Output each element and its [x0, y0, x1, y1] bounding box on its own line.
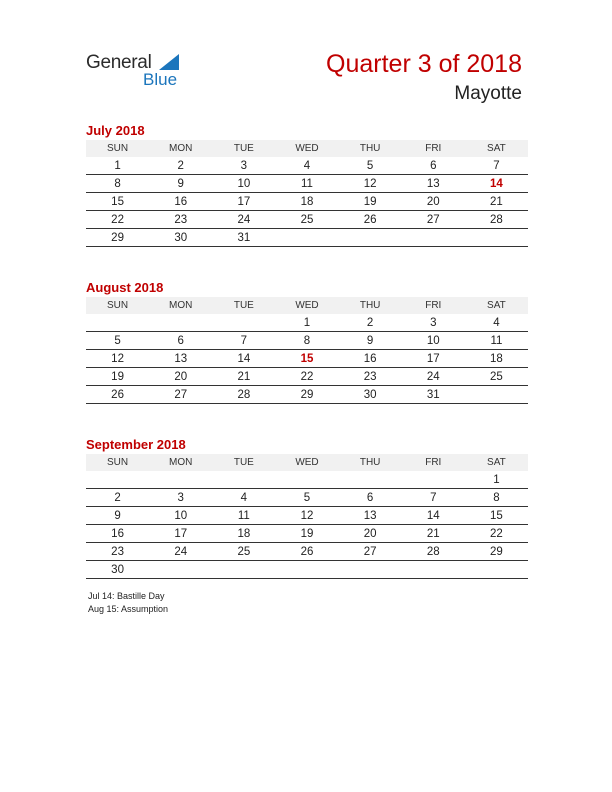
day-cell: 6 [430, 159, 437, 172]
week-row [86, 489, 528, 507]
month-title: August 2018 [86, 280, 164, 295]
weekday-label: TUE [233, 143, 254, 154]
day-cell: 4 [493, 316, 500, 329]
day-cell: 16 [111, 527, 124, 540]
weekday-label: SAT [487, 457, 506, 468]
week-row [86, 507, 528, 525]
week-row [86, 193, 528, 211]
day-cell: 7 [240, 334, 248, 347]
day-cell: 12 [363, 177, 377, 190]
weekday-label: SAT [487, 143, 506, 154]
weekday-label: SUN [107, 300, 129, 311]
week-row [86, 543, 528, 561]
day-cell: 2 [177, 159, 184, 172]
weekday-label: FRI [425, 143, 442, 154]
day-cell: 3 [177, 491, 184, 504]
month-august [86, 279, 528, 404]
day-cell: 1 [114, 159, 121, 172]
weekday-header [86, 140, 528, 157]
day-cell: 22 [490, 527, 503, 540]
weekday-label: SUN [107, 143, 129, 154]
day-cell: 22 [300, 370, 314, 383]
day-cell: 26 [111, 388, 124, 401]
day-cell: 5 [366, 159, 374, 172]
weekday-label: FRI [425, 300, 442, 311]
day-cell: 8 [493, 491, 500, 504]
weekday-label: MON [169, 300, 193, 311]
week-row [86, 386, 528, 404]
day-cell: 10 [174, 509, 188, 522]
day-cell: 25 [300, 213, 314, 226]
day-cell: 27 [174, 388, 188, 401]
day-cell: 5 [303, 491, 311, 504]
weekday-label: WED [295, 457, 319, 468]
week-row [86, 175, 528, 193]
day-cell: 15 [111, 195, 124, 208]
weekday-label: THU [359, 143, 381, 154]
day-cell: 9 [114, 509, 121, 522]
day-cell: 19 [363, 195, 377, 208]
day-cell: 7 [430, 491, 437, 504]
day-cell: 14 [490, 177, 503, 190]
day-cell: 23 [174, 213, 188, 226]
logo-triangle-icon [159, 54, 179, 70]
day-cell: 13 [363, 509, 377, 522]
weekday-label: THU [359, 300, 381, 311]
day-cell: 7 [493, 159, 500, 172]
weekday-header [86, 297, 528, 314]
day-cell: 29 [300, 388, 314, 401]
day-cell: 20 [426, 195, 440, 208]
day-cell: 30 [363, 388, 377, 401]
day-cell: 16 [174, 195, 188, 208]
day-cell: 29 [490, 545, 503, 558]
holiday-note: Aug 15: Assumption [88, 604, 169, 614]
day-cell: 30 [111, 563, 124, 576]
day-cell: 21 [237, 370, 251, 383]
weekday-label: WED [295, 300, 319, 311]
weekday-label: TUE [233, 300, 254, 311]
day-cell: 23 [363, 370, 377, 383]
day-cell: 29 [111, 231, 124, 244]
day-cell: 11 [490, 334, 503, 347]
day-cell: 25 [237, 545, 251, 558]
weekday-label: SUN [107, 457, 129, 468]
day-cell: 21 [426, 527, 440, 540]
day-cell: 31 [237, 231, 251, 244]
day-cell: 15 [490, 509, 503, 522]
day-cell: 9 [177, 177, 184, 190]
week-row [86, 314, 528, 332]
day-cell: 20 [174, 370, 188, 383]
day-cell: 2 [366, 316, 374, 329]
day-cell: 14 [426, 509, 440, 522]
day-cell: 30 [174, 231, 188, 244]
generalblue-logo [86, 52, 196, 92]
week-row [86, 525, 528, 543]
day-cell: 12 [300, 509, 314, 522]
day-cell: 13 [426, 177, 440, 190]
weekday-label: WED [295, 143, 319, 154]
weekday-header [86, 454, 528, 471]
day-cell: 2 [114, 491, 121, 504]
week-row [86, 368, 528, 386]
day-cell: 18 [300, 195, 314, 208]
day-cell: 28 [490, 213, 503, 226]
day-cell: 4 [303, 159, 311, 172]
month-september [86, 436, 528, 579]
day-cell: 1 [493, 473, 500, 486]
month-title: September 2018 [86, 437, 186, 452]
day-cell: 18 [490, 352, 503, 365]
week-row [86, 561, 528, 579]
day-cell: 19 [300, 527, 314, 540]
day-cell: 24 [426, 370, 440, 383]
day-cell: 22 [111, 213, 124, 226]
day-cell: 20 [363, 527, 377, 540]
quarter-title: Quarter 3 of 2018 [326, 50, 522, 78]
weekday-label: MON [169, 143, 193, 154]
weekday-label: FRI [425, 457, 442, 468]
day-cell: 11 [237, 509, 250, 522]
day-cell: 9 [366, 334, 374, 347]
day-cell: 3 [430, 316, 437, 329]
weekday-label: THU [359, 457, 381, 468]
week-row [86, 229, 528, 247]
day-cell: 6 [177, 334, 184, 347]
day-cell: 1 [303, 316, 311, 329]
holiday-note: Jul 14: Bastille Day [88, 591, 165, 601]
week-row [86, 471, 528, 489]
day-cell: 17 [237, 195, 251, 208]
day-cell: 27 [426, 213, 440, 226]
weekday-label: TUE [233, 457, 254, 468]
day-cell: 10 [237, 177, 251, 190]
day-cell: 23 [111, 545, 124, 558]
day-cell: 8 [303, 334, 311, 347]
day-cell: 17 [426, 352, 440, 365]
day-cell: 15 [300, 352, 314, 365]
weekday-label: MON [169, 457, 193, 468]
day-cell: 14 [237, 352, 251, 365]
day-cell: 17 [174, 527, 188, 540]
day-cell: 19 [111, 370, 124, 383]
week-row [86, 350, 528, 368]
day-cell: 26 [363, 213, 377, 226]
day-cell: 5 [114, 334, 121, 347]
day-cell: 3 [240, 159, 248, 172]
day-cell: 27 [363, 545, 377, 558]
day-cell: 21 [490, 195, 503, 208]
day-cell: 28 [426, 545, 440, 558]
logo-text-blue: Blue [143, 70, 178, 89]
month-title: July 2018 [86, 123, 145, 138]
day-cell: 31 [426, 388, 440, 401]
week-row [86, 211, 528, 229]
logo-text-general: General [86, 52, 152, 73]
day-cell: 16 [363, 352, 377, 365]
day-cell: 12 [111, 352, 124, 365]
day-cell: 26 [300, 545, 314, 558]
day-cell: 4 [240, 491, 248, 504]
day-cell: 13 [174, 352, 188, 365]
day-cell: 8 [114, 177, 121, 190]
month-july [86, 122, 528, 247]
week-row [86, 157, 528, 175]
day-cell: 11 [301, 177, 313, 190]
day-cell: 6 [366, 491, 374, 504]
holiday-notes [88, 590, 168, 616]
day-cell: 24 [237, 213, 251, 226]
day-cell: 25 [490, 370, 503, 383]
day-cell: 10 [426, 334, 440, 347]
week-row [86, 332, 528, 350]
weekday-label: SAT [487, 300, 506, 311]
day-cell: 28 [237, 388, 251, 401]
day-cell: 18 [237, 527, 251, 540]
day-cell: 24 [174, 545, 188, 558]
country-name: Mayotte [454, 83, 522, 104]
